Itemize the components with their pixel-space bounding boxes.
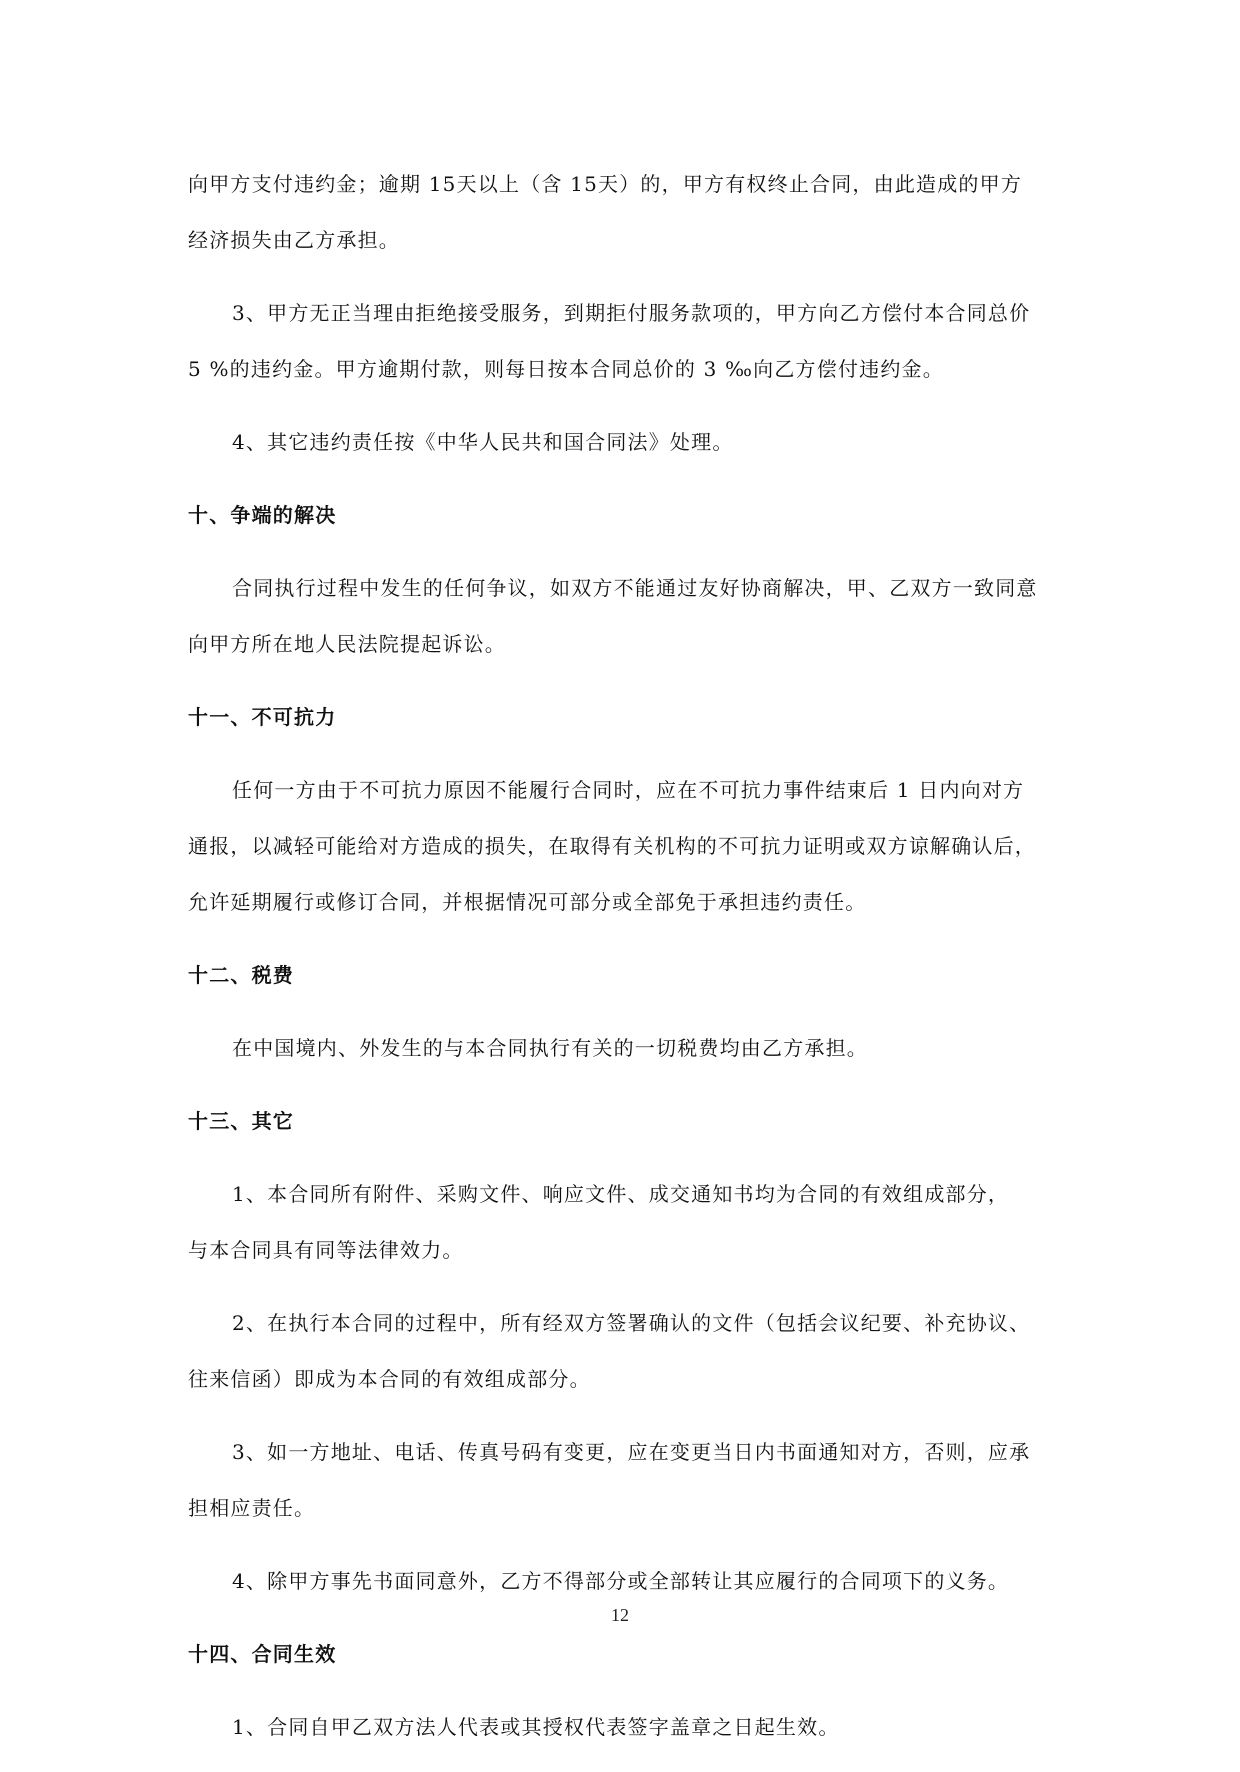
paragraph (188, 1553, 1058, 1609)
section-heading: 十一、不可抗力 (188, 705, 337, 729)
paragraph (188, 1295, 1058, 1407)
paragraph (188, 762, 1058, 930)
paragraph-line: 1、合同自甲乙双方法人代表或其授权代表签字盖章之日起生效。 (232, 1715, 840, 1739)
paragraph-line: 与本合同具有同等法律效力。 (188, 1238, 464, 1262)
section-heading: 十四、合同生效 (188, 1642, 337, 1666)
paragraph-line: 3、如一方地址、电话、传真号码有变更，应在变更当日内书面通知对方，否则，应承 (232, 1440, 1031, 1464)
paragraph-line: 合同执行过程中发生的任何争议，如双方不能通过友好协商解决，甲、乙双方一致同意 (232, 576, 1038, 600)
paragraph-line: 5 %的违约金。甲方逾期付款，则每日按本合同总价的 3 ‰向乙方偿付违约金。 (188, 357, 944, 381)
paragraph (188, 1424, 1058, 1536)
page-number: 12 (611, 1605, 629, 1625)
paragraph (188, 1699, 1058, 1755)
paragraph-line: 在中国境内、外发生的与本合同执行有关的一切税费均由乙方承担。 (232, 1036, 868, 1060)
paragraph (188, 285, 1058, 397)
document-body (188, 156, 1058, 1772)
paragraph (188, 560, 1058, 672)
paragraph-line: 允许延期履行或修订合同，并根据情况可部分或全部免于承担违约责任。 (188, 890, 867, 914)
paragraph-line: 4、其它违约责任按《中华人民共和国合同法》处理。 (232, 430, 734, 454)
paragraph-line: 担相应责任。 (188, 1496, 316, 1520)
paragraph (188, 156, 1058, 268)
paragraph (188, 1020, 1058, 1076)
paragraph (188, 414, 1058, 470)
section-heading: 十三、其它 (188, 1109, 294, 1133)
paragraph-line: 通报，以减轻可能给对方造成的损失，在取得有关机构的不可抗力证明或双方谅解确认后， (188, 834, 1036, 858)
paragraph-line: 4、除甲方事先书面同意外，乙方不得部分或全部转让其应履行的合同项下的义务。 (232, 1569, 1010, 1593)
section-heading: 十二、税费 (188, 963, 294, 987)
paragraph-line: 往来信函）即成为本合同的有效组成部分。 (188, 1367, 591, 1391)
paragraph-line: 1、本合同所有附件、采购文件、响应文件、成交通知书均为合同的有效组成部分， (232, 1182, 1010, 1206)
paragraph (188, 1166, 1058, 1278)
section-heading: 十、争端的解决 (188, 503, 337, 527)
paragraph-line: 向甲方所在地人民法院提起诉讼。 (188, 632, 506, 656)
paragraph-line: 3、甲方无正当理由拒绝接受服务，到期拒付服务款项的，甲方向乙方偿付本合同总价 (232, 301, 1031, 325)
paragraph-line: 2、在执行本合同的过程中，所有经双方签署确认的文件（包括会议纪要、补充协议、 (232, 1311, 1031, 1335)
paragraph-line: 任何一方由于不可抗力原因不能履行合同时，应在不可抗力事件结束后 1 日内向对方 (232, 778, 1025, 802)
paragraph-line: 经济损失由乙方承担。 (188, 228, 400, 252)
paragraph-line: 向甲方支付违约金；逾期 15天以上（含 15天）的，甲方有权终止合同，由此造成的甲方 (188, 172, 1023, 196)
